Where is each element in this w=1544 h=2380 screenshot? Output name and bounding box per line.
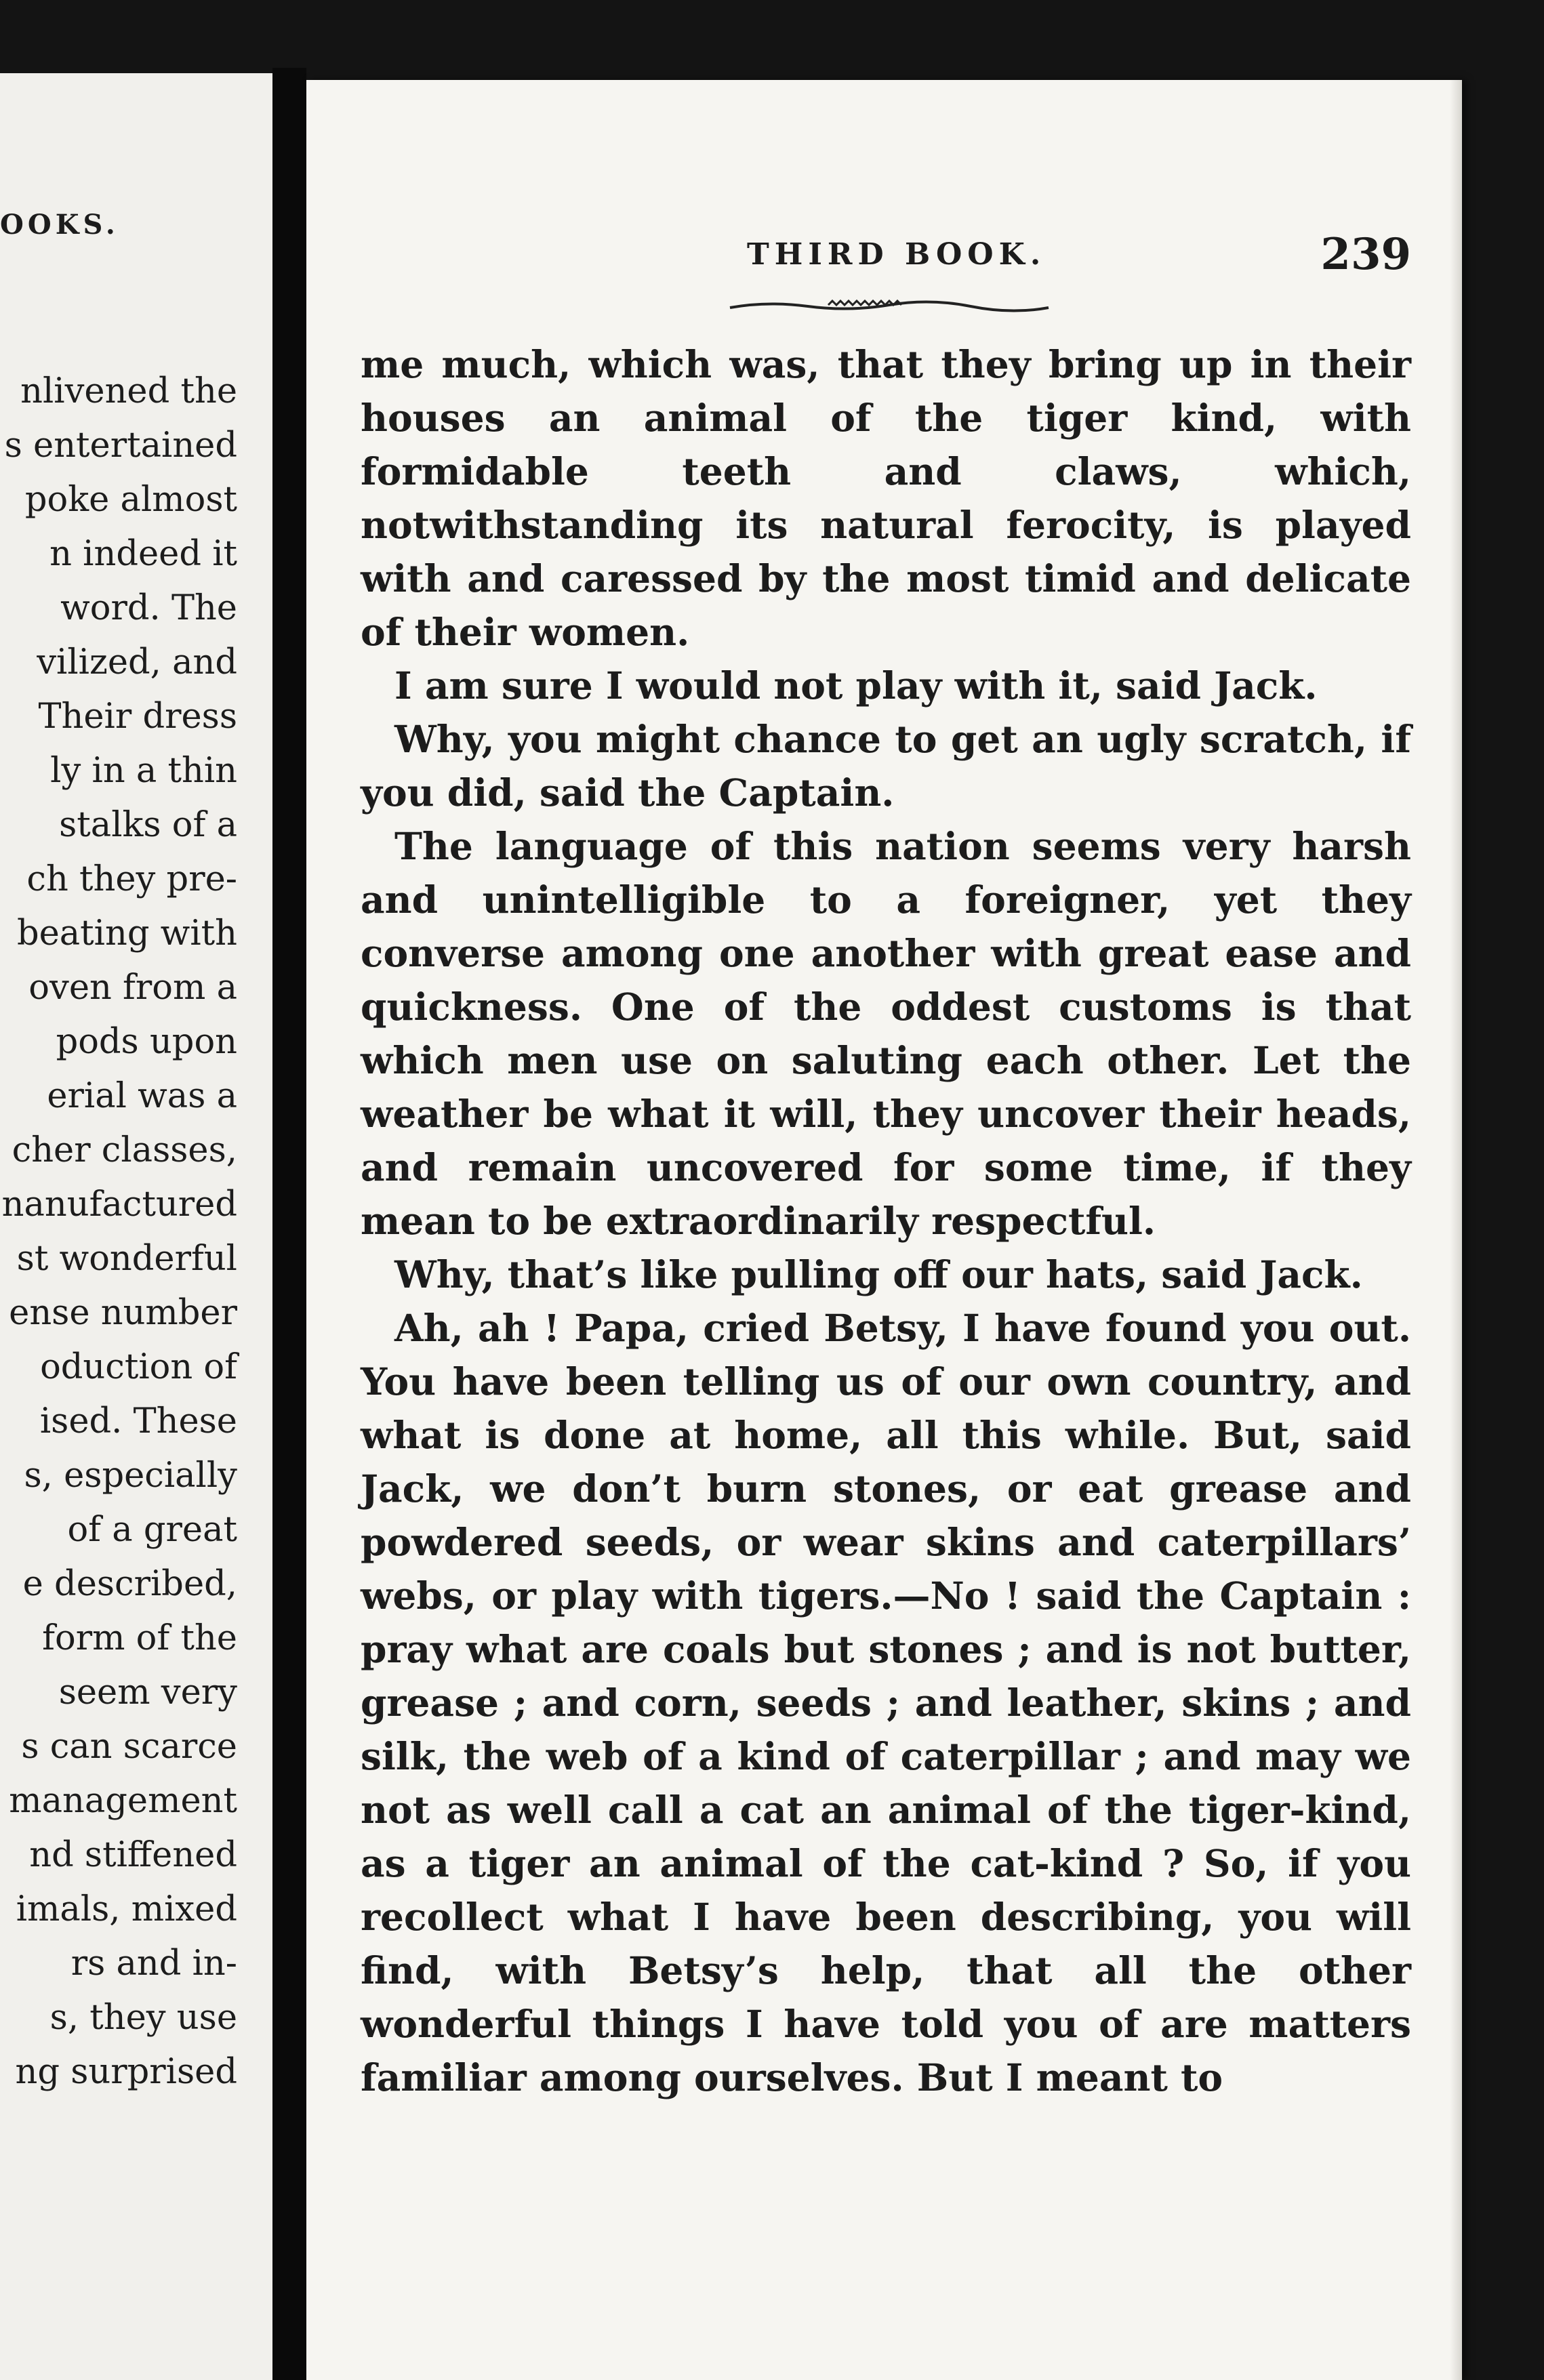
left-page-line: Their dress [38,697,237,737]
page-edge-shadow [1450,80,1462,2380]
left-page-line: nd stiffened [29,1835,237,1875]
paragraph: Ah, ah ! Papa, cried Betsy, I have found you out. You have been telling us of our own country, and what is done at home, all this while. But, said Jack, we don’t burn stones, or eat grease and powdered seeds, or wear skins and caterpillars’ webs, or play with tigers.—No ! said the Captain : pray what are coals but stones ; and is not butter, grease ; and corn, seeds ; and leather, skins ; and silk, the web of a kind of caterpillar ; and may we not as well call a cat an animal of the tiger-kind, as a tiger an animal of the cat-kind ? So, if you recollect what I have been describing, you will find, with Betsy’s help, that all the other wonderful things I have told you of are matters familiar among ourselves. But I meant to [361,1306,1411,2099]
left-page-line: nlivened the [20,371,237,411]
paragraph: The language of this nation seems very harsh and unintelligible to a foreigner, yet they converse among one another with great ease and quickness. One of the oddest customs is that which men use on saluting each other. Let the weather be what it will, they uncover their heads, and remain uncovered for some time, if they mean to be extraordinarily respectful. [361,824,1411,1243]
left-page-line: e described, [22,1564,237,1604]
left-page [0,73,272,2380]
left-page-line: beating with [16,914,237,953]
left-page-line: stalks of a [59,805,237,845]
page-number: 239 [1320,229,1411,280]
left-page-line: nanufactured [1,1185,237,1225]
left-page-line: oven from a [28,968,237,1008]
left-page-line: of a great [67,1510,237,1550]
left-page-line: s can scarce [21,1727,237,1767]
right-page [306,80,1462,2380]
left-page-line: ised. These [39,1401,237,1441]
running-head [306,229,1462,285]
left-page-line: oduction of [40,1347,237,1387]
ornament-rule [727,295,1052,316]
left-page-line: seem very [58,1673,237,1712]
left-page-line: s, especially [24,1456,237,1496]
left-page-line: s, they use [49,1998,237,2038]
left-page-line: ense number [9,1293,237,1333]
left-page-line: ly in a thin [50,751,237,791]
left-page-line: ch they pre- [26,859,237,899]
left-page-line: erial was a [47,1076,237,1116]
left-page-line: st wonderful [16,1239,237,1279]
paragraph: me much, which was, that they bring up in their houses an animal of the tiger kind, with formidable teeth and claws, which, notwithstanding its natural ferocity, is played with and caressed by the most timid and delicate of their women. [361,342,1411,654]
paragraph: Why, you might chance to get an ugly scratch, if you did, said the Captain. [361,717,1411,815]
left-page-line: s entertained [4,426,237,466]
left-page-line: poke almost [24,480,237,520]
left-page-line: imals, mixed [16,1889,237,1929]
page-body-text [361,337,1411,2104]
left-page-line: ng surprised [15,2052,237,2092]
left-page-line: pods upon [56,1022,237,1062]
left-page-line: rs and in- [70,1944,237,1984]
left-page-line: management [9,1781,237,1821]
left-running-head: OOKS. [0,209,119,241]
paragraph: Why, that’s like pulling off our hats, said Jack. [394,1252,1363,1296]
book-gutter [272,68,306,2380]
left-page-line: n indeed it [49,534,237,574]
running-head-title: THIRD BOOK. [747,237,1047,272]
left-page-line: word. The [60,588,237,628]
left-page-line: form of the [42,1618,237,1658]
left-page-text [0,365,237,2099]
left-page-line: cher classes, [12,1130,237,1170]
paragraph: I am sure I would not play with it, said Jack. [394,663,1318,707]
left-page-line: vilized, and [37,642,237,682]
